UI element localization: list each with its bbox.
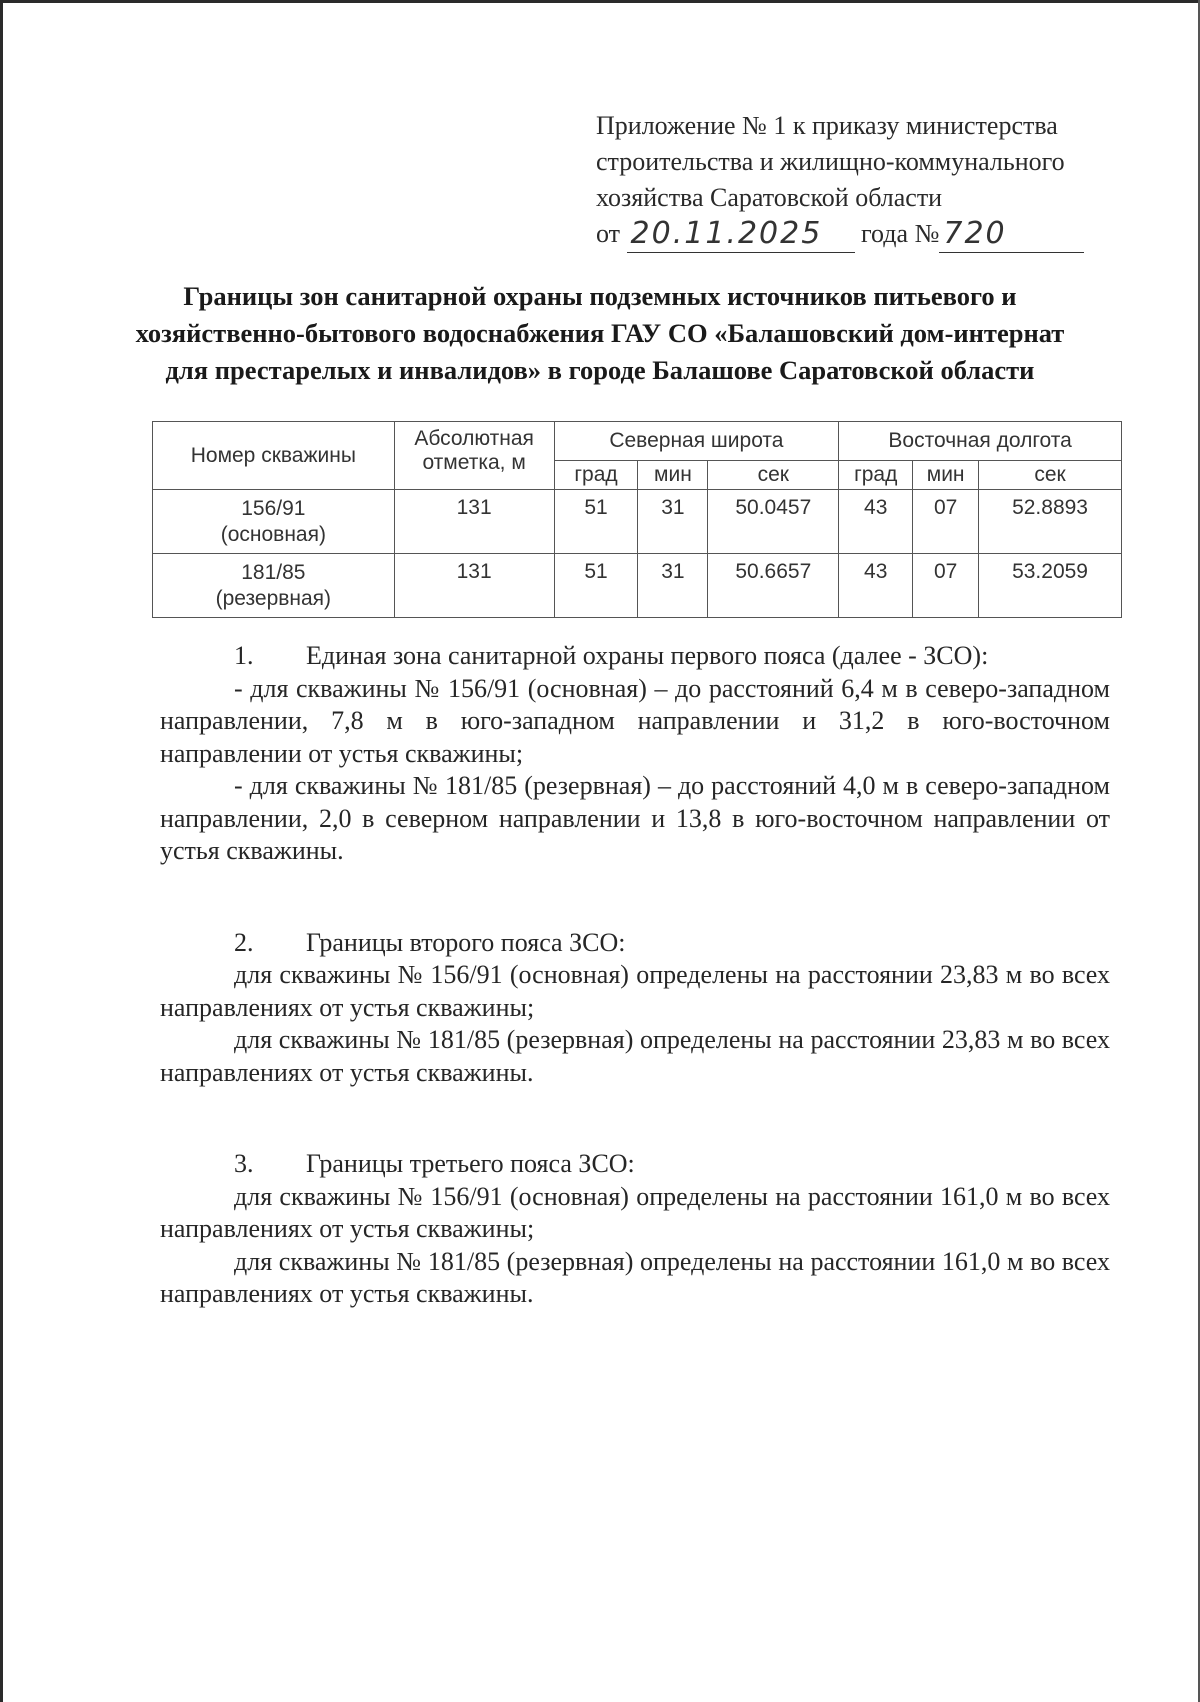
scan-edge-left — [0, 0, 3, 1702]
section-heading — [160, 927, 1110, 960]
section-paragraph: для скважины № 156/91 (основная) определены на расстоянии 161,0 м во всех направлениях от устья скважины; — [160, 1181, 1110, 1243]
appendix-date-line — [596, 216, 1116, 253]
number-field — [939, 216, 1084, 253]
table-header-row — [153, 422, 1122, 461]
document-body — [160, 640, 1110, 1311]
section-heading-text: Границы второго пояса ЗСО: — [306, 927, 626, 957]
cell-elevation: 131 — [394, 490, 554, 554]
well-type: (основная) — [220, 522, 326, 546]
cell-east-sec: 53.2059 — [979, 554, 1122, 618]
cell-north-deg: 51 — [554, 554, 638, 618]
section-heading — [160, 1148, 1110, 1181]
subheader-north-sec: сек — [708, 461, 839, 490]
cell-well — [153, 554, 395, 618]
subheader-east-sec: сек — [979, 461, 1122, 490]
section-paragraph: для скважины № 181/85 (резервная) определены на расстоянии 161,0 м во всех направлениях от устья скважины. — [160, 1246, 1110, 1308]
subheader-north-deg: град — [554, 461, 638, 490]
date-field — [627, 216, 855, 253]
cell-elevation: 131 — [394, 554, 554, 618]
cell-north-sec: 50.6657 — [708, 554, 839, 618]
section-heading-text: Единая зона санитарной охраны первого пояса (далее - ЗСО): — [306, 641, 989, 670]
section-paragraph: - для скважины № 181/85 (резервная) – до расстояний 4,0 м в северо-западном направлении, 2,0 в северном направлении и 13,8 в юго-восточном направлении от устья скважины. — [160, 771, 1110, 865]
appendix-line-1: Приложение № 1 к приказу министерства — [596, 111, 1058, 140]
well-number: 181/85 — [241, 560, 306, 584]
well-type: (резервная) — [215, 586, 332, 610]
section-spacer — [160, 1089, 1110, 1148]
header-east-longitude: Восточная долгота — [839, 422, 1122, 461]
number-prefix: года № — [861, 219, 940, 248]
section-paragraph: для скважины № 181/85 (резервная) определены на расстоянии 23,83 м во всех направлениях от устья скважины. — [160, 1025, 1110, 1087]
date-prefix: от — [596, 219, 621, 248]
cell-north-min: 31 — [638, 490, 708, 554]
cell-well — [153, 490, 395, 554]
header-north-latitude: Северная широта — [554, 422, 839, 461]
section-paragraph: для скважины № 156/91 (основная) определены на расстоянии 23,83 м во всех направлениях от устья скважины; — [160, 960, 1110, 1022]
section-number: 1. — [234, 641, 254, 670]
cell-east-min: 07 — [913, 490, 979, 554]
handwritten-date: 20.11.2025 — [630, 216, 823, 251]
subheader-east-min: мин — [913, 461, 979, 490]
appendix-header — [596, 108, 1116, 253]
section-number: 3. — [234, 1149, 254, 1178]
section-1 — [160, 640, 1110, 868]
section-2 — [160, 927, 1110, 1090]
cell-north-deg: 51 — [554, 490, 638, 554]
table-row — [153, 554, 1122, 618]
subheader-east-deg: град — [839, 461, 913, 490]
scan-edge-top — [0, 0, 1200, 3]
coordinates-table — [152, 421, 1122, 618]
section-paragraph: - для скважины № 156/91 (основная) – до расстояний 6,4 м в северо-западном направлении, 7,8 м в юго-западном направлении и 31,2 в юго-восточном направлении от устья скважины; — [160, 673, 1110, 768]
section-number: 2. — [234, 927, 254, 957]
well-number: 156/91 — [241, 496, 306, 520]
document-title: Границы зон санитарной охраны подземных источников питьевого и хозяйственно-бытового водоснабжения ГАУ СО «Балашовский дом-интернат для престарелых и инвалидов» в городе Балашове Саратовской области — [135, 281, 1065, 385]
header-well: Номер скважины — [153, 422, 395, 490]
subheader-north-min: мин — [638, 461, 708, 490]
section-spacer — [160, 868, 1110, 927]
cell-east-deg: 43 — [839, 554, 913, 618]
section-3 — [160, 1148, 1110, 1311]
handwritten-number: 720 — [943, 216, 1007, 251]
section-heading-text: Границы третьего пояса ЗСО: — [306, 1149, 635, 1178]
cell-east-sec: 52.8893 — [979, 490, 1122, 554]
appendix-line-2: строительства и жилищно-коммунального — [596, 147, 1065, 176]
cell-north-sec: 50.0457 — [708, 490, 839, 554]
section-heading — [160, 640, 1110, 673]
table-row — [153, 490, 1122, 554]
cell-east-deg: 43 — [839, 490, 913, 554]
appendix-line-3: хозяйства Саратовской области — [596, 183, 943, 212]
header-elevation: Абсолютная отметка, м — [394, 422, 554, 490]
cell-north-min: 31 — [638, 554, 708, 618]
cell-east-min: 07 — [913, 554, 979, 618]
